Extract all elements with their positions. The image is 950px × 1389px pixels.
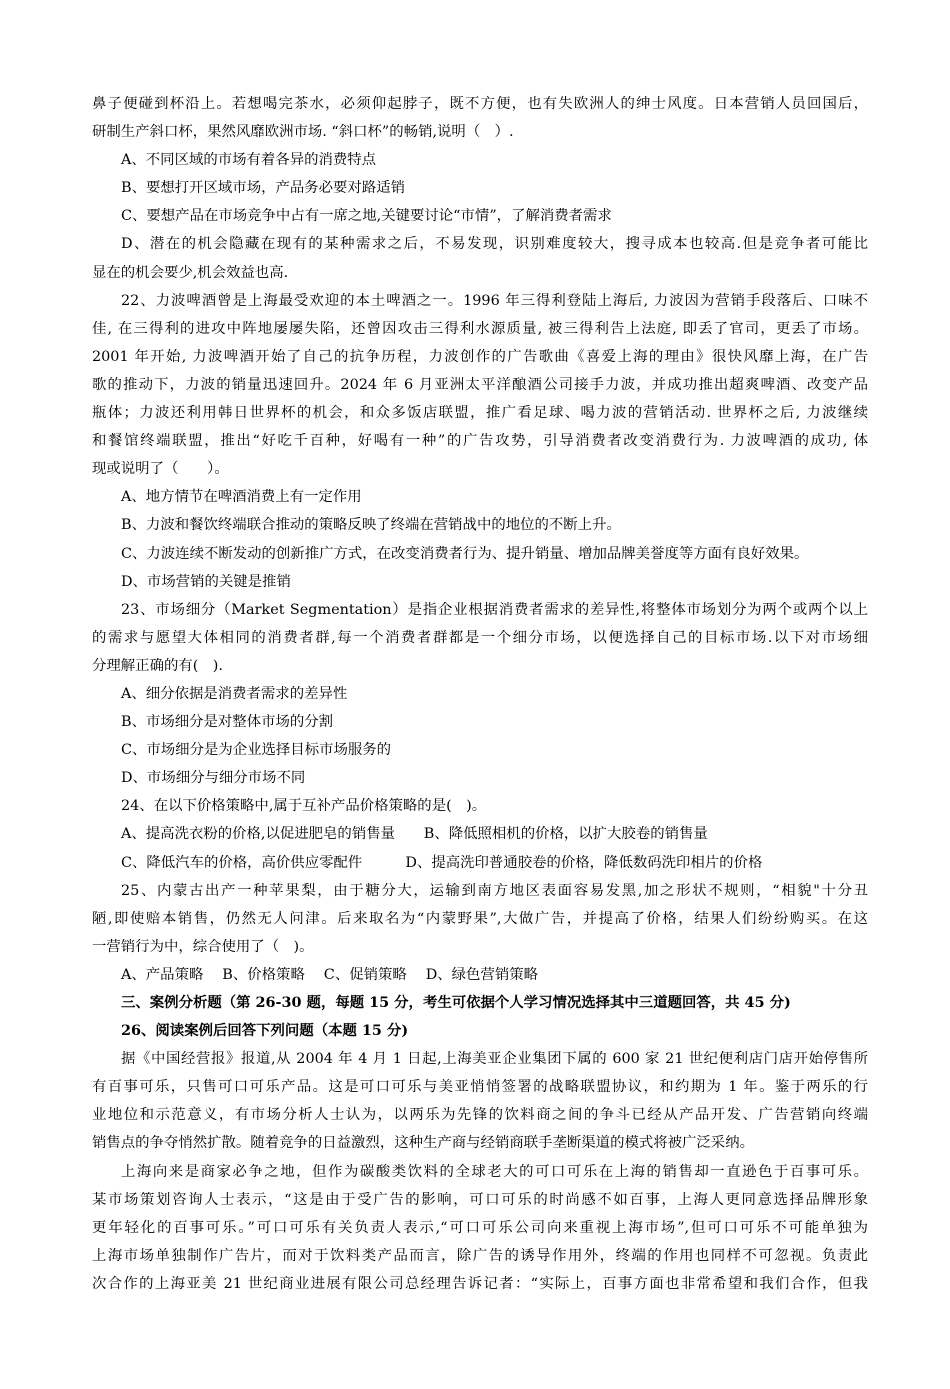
text-line: 22、力波啤酒曾是上海最受欢迎的本土啤酒之一。1996 年三得利登陆上海后, 力波因为营销手段落后、口味不 bbox=[121, 292, 868, 309]
document-page bbox=[92, 90, 868, 1298]
text-line: 销售点的争夺悄然扩散。随着竞争的日益激烈，这种生产商与经销商联手垄断渠道的模式将被广泛采纳。 bbox=[92, 1135, 754, 1152]
text-line: C、力波连续不断发动的创新推广方式，在改变消费者行为、提升销量、增加品牌美誉度等方面有良好效果。 bbox=[121, 545, 809, 562]
text-line: 上海向来是商家必争之地，但作为碳酸类饮料的全球老大的可口可乐在上海的销售却一直逊色于百事可乐。 bbox=[121, 1163, 868, 1180]
text-line: 歌的推动下，力波的销量迅速回升。2024 年 6 月亚洲太平洋酿酒公司接手力波，并成功推出超爽啤酒、改变产品 bbox=[92, 376, 868, 393]
text-line: 有百事可乐，只售可口可乐产品。这是可口可乐与美亚悄悄签署的战略联盟协议，和约期为 1 年。鉴于两乐的行 bbox=[92, 1079, 868, 1096]
text-line: A、提高洗衣粉的价格,以促进肥皂的销售量 B、降低照相机的价格，以扩大胶卷的销售量 bbox=[121, 826, 708, 843]
text-line: 据《中国经营报》报道,从 2004 年 4 月 1 日起,上海美亚企业集团下属的 600 家 21 世纪便利店门店开始停售所 bbox=[121, 1051, 868, 1068]
text-line: 现或说明了（ ）。 bbox=[92, 461, 229, 478]
text-line: A、地方情节在啤酒消费上有一定作用 bbox=[121, 489, 362, 506]
text-line: 瓶体；力波还利用韩日世界杯的机会，和众多饭店联盟，推广看足球、喝力波的营销活动. 世界杯之后, 力波继续 bbox=[92, 405, 868, 422]
text-line: B、力波和餐饮终端联合推动的策略反映了终端在营销战中的地位的不断上升。 bbox=[121, 517, 621, 534]
text-line: 更年轻化的百事可乐。”可口可乐有关负责人表示,“可口可乐公司向来重视上海市场”,但可口可乐不可能单独为 bbox=[92, 1219, 868, 1236]
text-line: C、市场细分是为企业选择目标市场服务的 bbox=[121, 742, 392, 759]
text-line: D、市场细分与细分市场不同 bbox=[121, 770, 306, 787]
text-line: 上海市场单独制作广告片，而对于饮料类产品而言，除广告的诱导作用外，终端的作用也同样不可忽视。负责此 bbox=[92, 1247, 868, 1264]
text-line: C、要想产品在市场竞争中占有一席之地,关键要讨论“市情”，了解消费者需求 bbox=[121, 208, 612, 225]
text-line: 24、在以下价格策略中,属于互补产品价格策略的是( )。 bbox=[121, 798, 487, 815]
text-line: B、市场细分是对整体市场的分割 bbox=[121, 714, 334, 731]
text-line: 某市场策划咨询人士表示，“这是由于受广告的影响，可口可乐的时尚感不如百事，上海人更同意选择品牌形象 bbox=[92, 1191, 868, 1208]
text-line: 研制生产斜口杯，果然风靡欧洲市场. “斜口杯”的畅销,说明（ ）. bbox=[92, 124, 514, 141]
text-line: 和餐馆终端联盟，推出“好吃千百种，好喝有一种”的广告攻势，引导消费者改变消费行为. 力波啤酒的成功, 体 bbox=[92, 433, 868, 450]
text-line: D、市场营销的关键是推销 bbox=[121, 573, 291, 590]
text-line: B、要想打开区域市场，产品务必要对路适销 bbox=[121, 180, 405, 197]
text-line: 次合作的上海亚美 21 世纪商业进展有限公司总经理告诉记者：“实际上，百事方面也非常希望和我们合作，但我 bbox=[92, 1275, 868, 1292]
text-line: 26、阅读案例后回答下列问题（本题 15 分) bbox=[121, 1022, 409, 1040]
text-line: 一营销行为中，综合使用了（ )。 bbox=[92, 938, 314, 955]
text-line: C、降低汽车的价格，高价供应零配件 D、提高洗印普通胶卷的价格，降低数码洗印相片的价格 bbox=[121, 854, 763, 871]
text-line: A、产品策略 B、价格策略 C、促销策略 D、绿色营销策略 bbox=[121, 966, 539, 983]
text-line: 陋,即使赔本销售，仍然无人问津。后来取名为“内蒙野果”,大做广告，并提高了价格，结果人们纷纷购买。在这 bbox=[92, 910, 868, 927]
text-line: D、潜在的机会隐藏在现有的某种需求之后，不易发现，识别难度较大，搜寻成本也较高.但是竞争者可能比 bbox=[121, 236, 868, 253]
text-line: 业地位和示范意义，有市场分析人士认为，以两乐为先锋的饮料商之间的争斗已经从产品开发、广告营销向终端 bbox=[92, 1107, 868, 1124]
text-line: 显在的机会要少,机会效益也高. bbox=[92, 264, 289, 281]
text-line: 的需求与愿望大体相同的消费者群,每一个消费者群都是一个细分市场，以便选择自己的目标市场.以下对市场细 bbox=[92, 629, 868, 646]
text-line: A、细分依据是消费者需求的差异性 bbox=[121, 685, 348, 702]
text-line: A、不同区域的市场有着各异的消费特点 bbox=[121, 152, 377, 169]
text-line: 鼻子便碰到杯沿上。若想喝完茶水，必须仰起脖子，既不方便，也有失欧洲人的绅士风度。日本营销人员回国后， bbox=[92, 96, 868, 112]
text-line: 2001 年开始, 力波啤酒开始了自己的抗争历程，力波创作的广告歌曲《喜爱上海的理由》很快风靡上海，在广告 bbox=[92, 348, 868, 365]
text-line: 三、案例分析题（第 26-30 题，每题 15 分，考生可依据个人学习情况选择其中三道题回答，共 45 分) bbox=[121, 994, 791, 1011]
text-line: 佳, 在三得利的进攻中阵地屡屡失陷，还曾因攻击三得利水源质量, 被三得利告上法庭, 即丢了官司，更丢了市场。 bbox=[92, 320, 868, 337]
text-line: 23、市场细分（Market Segmentation）是指企业根据消费者需求的差异性,将整体市场划分为两个或两个以上 bbox=[121, 601, 868, 618]
text-line: 分理解正确的有( ). bbox=[92, 657, 223, 674]
text-line: 25、内蒙古出产一种苹果梨，由于糖分大，运输到南方地区表面容易发黑,加之形状不规则，“相貌"十分丑 bbox=[121, 882, 868, 899]
